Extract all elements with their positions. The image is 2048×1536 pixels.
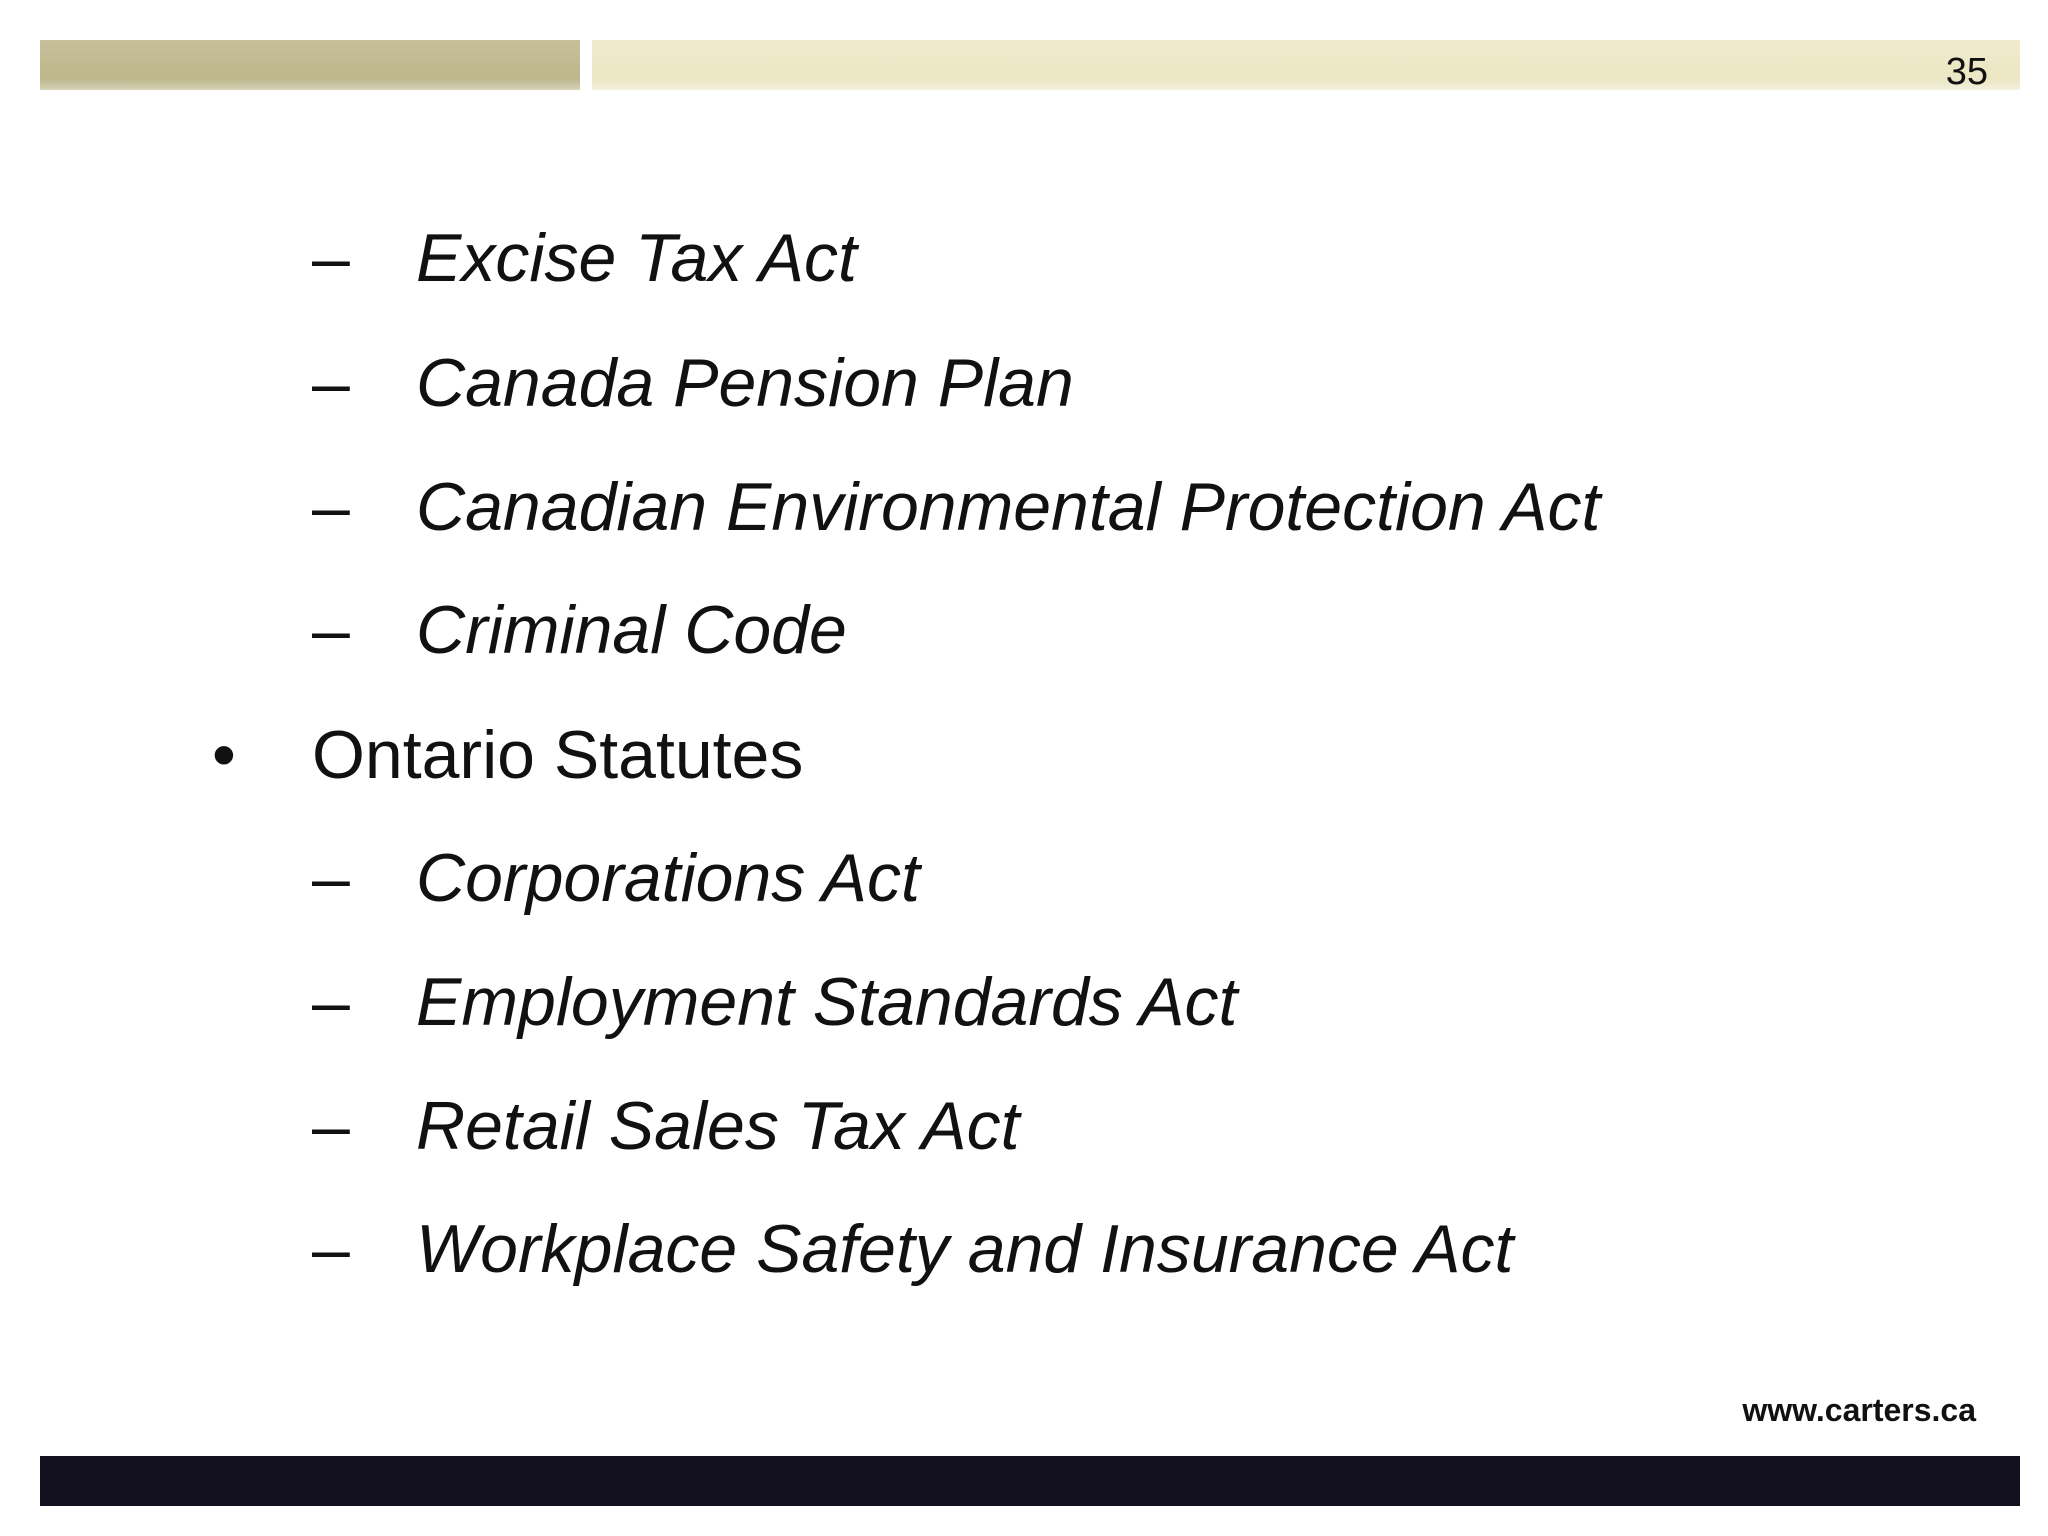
list-item-text: Workplace Safety and Insurance Act [416, 1211, 1514, 1287]
dash-marker: – [312, 220, 350, 296]
dash-marker: – [312, 469, 350, 545]
list-item-text: Ontario Statutes [312, 717, 804, 793]
list-item-text: Canada Pension Plan [416, 345, 1074, 421]
page-number: 35 [1945, 51, 1988, 93]
website-url: www.carters.ca [1742, 1392, 1976, 1428]
dash-marker: – [312, 964, 350, 1040]
dash-marker: – [312, 840, 350, 916]
dash-marker: – [312, 1211, 350, 1287]
list-item-text: Corporations Act [416, 840, 920, 916]
list-item-text: Employment Standards Act [416, 964, 1238, 1040]
list-item-text: Canadian Environmental Protection Act [416, 469, 1601, 545]
dash-marker: – [312, 345, 350, 421]
dash-marker: – [312, 1088, 350, 1164]
list-item-text: Excise Tax Act [416, 220, 857, 296]
dash-marker: – [312, 592, 350, 668]
bullet-marker: • [212, 717, 236, 793]
list-item-text: Retail Sales Tax Act [416, 1088, 1020, 1164]
list-item-text: Criminal Code [416, 592, 847, 668]
footer-bar [40, 1456, 2020, 1506]
